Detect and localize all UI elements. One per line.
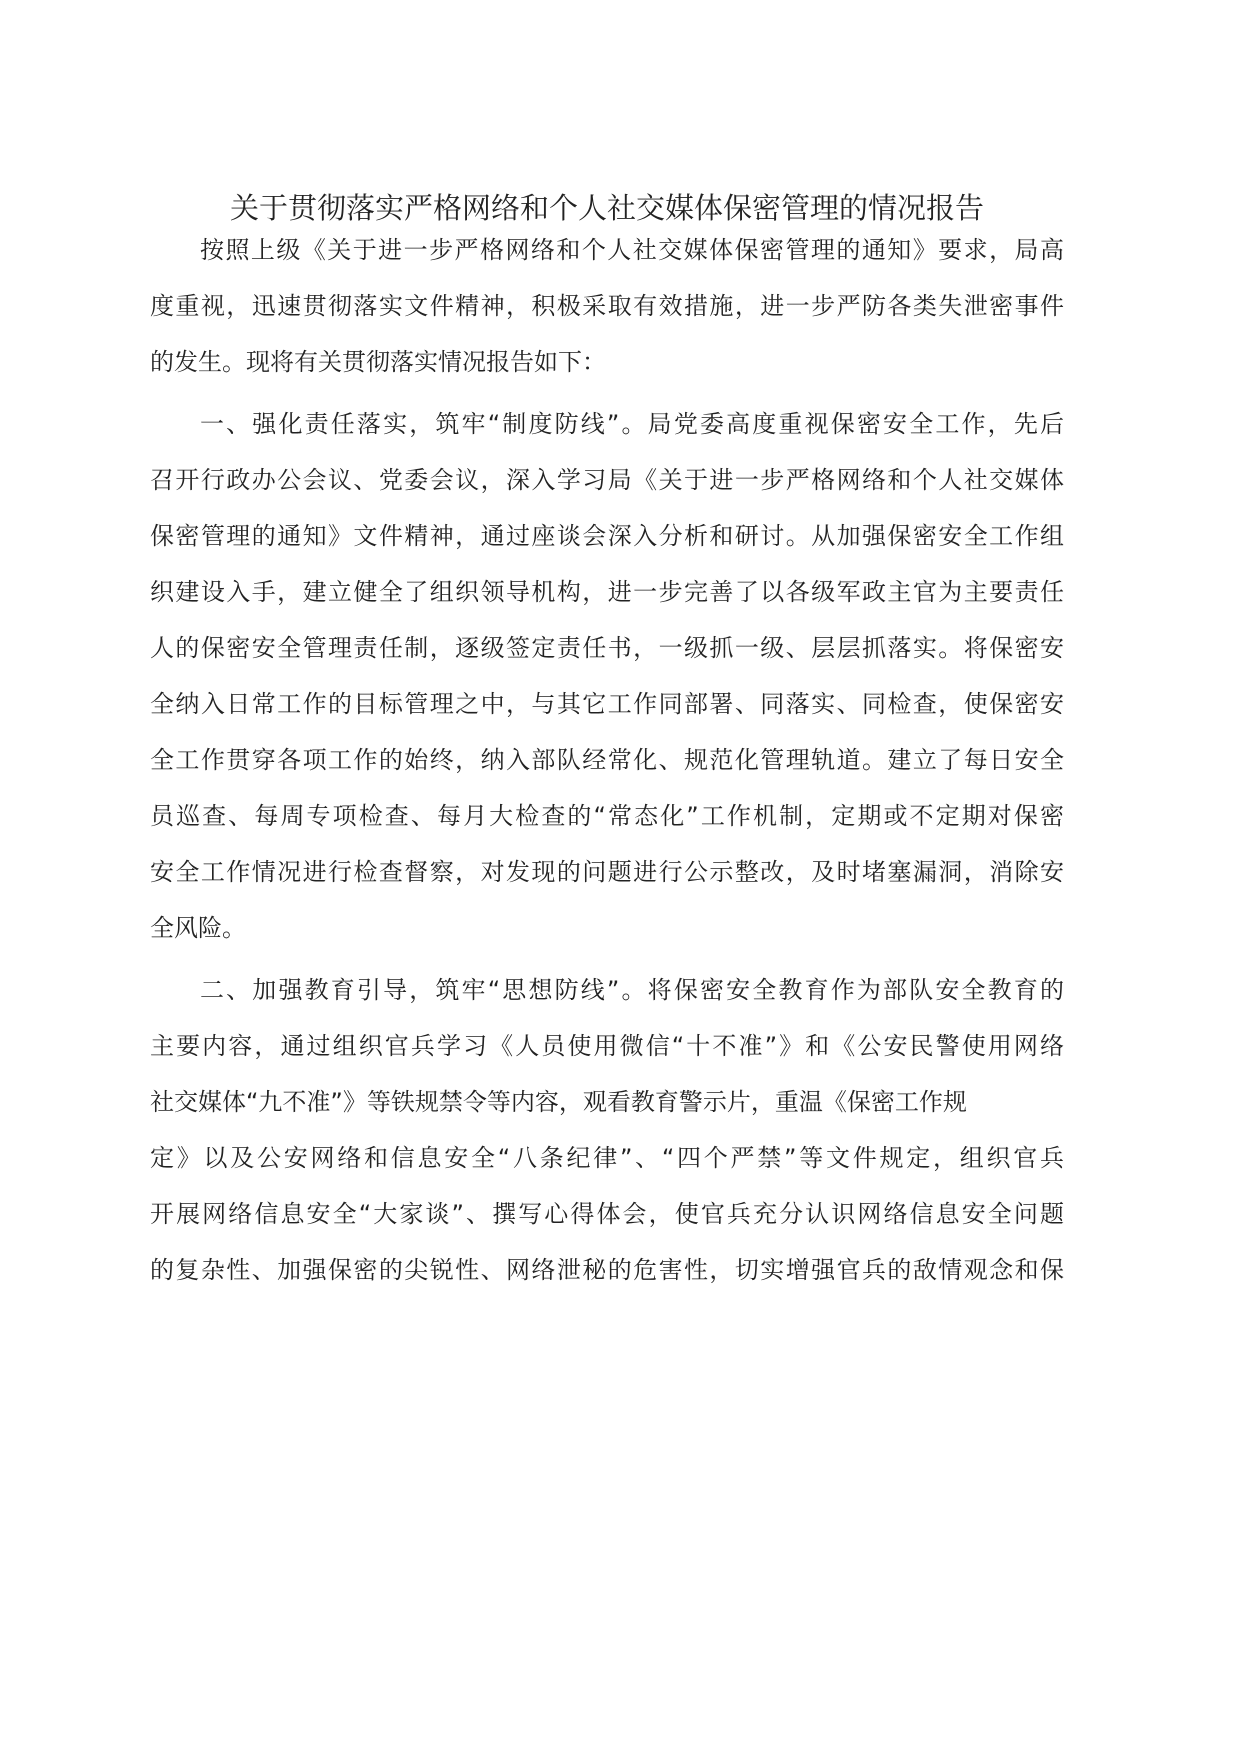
paragraph-2-line-10: 全风险。 xyxy=(150,914,246,942)
paragraph-2-line-8: 员巡查、每周专项检查、每月大检查的“常态化”工作机制，定期或不定期对保密 xyxy=(150,802,1064,830)
paragraph-2-line-3: 保密管理的通知》文件精神，通过座谈会深入分析和研讨。从加强保密安全工作组 xyxy=(150,522,1064,550)
paragraph-3-line-3: 社交媒体“九不准”》等铁规禁令等内容，观看教育警示片，重温《保密工作规 xyxy=(150,1088,967,1116)
paragraph-1-line-1: 按照上级《关于进一步严格网络和个人社交媒体保密管理的通知》要求，局高 xyxy=(200,236,1064,264)
paragraph-3-line-2: 主要内容，通过组织官兵学习《人员使用微信“十不准”》和《公安民警使用网络 xyxy=(150,1032,1064,1060)
paragraph-2-line-6: 全纳入日常工作的目标管理之中，与其它工作同部署、同落实、同检查，使保密安 xyxy=(150,690,1064,718)
paragraph-2-line-9: 安全工作情况进行检查督察，对发现的问题进行公示整改，及时堵塞漏洞，消除安 xyxy=(150,858,1064,886)
paragraph-1-line-3: 的发生。现将有关贯彻落实情况报告如下： xyxy=(150,348,606,376)
document-title: 关于贯彻落实严格网络和个人社交媒体保密管理的情况报告 xyxy=(229,191,984,225)
paragraph-2-line-7: 全工作贯穿各项工作的始终，纳入部队经常化、规范化管理轨道。建立了每日安全 xyxy=(150,746,1064,774)
paragraph-2-line-2: 召开行政办公会议、党委会议，深入学习局《关于进一步严格网络和个人社交媒体 xyxy=(150,466,1064,494)
paragraph-1-line-2: 度重视，迅速贯彻落实文件精神，积极采取有效措施，进一步严防各类失泄密事件 xyxy=(150,292,1064,320)
paragraph-3-line-4: 定》以及公安网络和信息安全“八条纪律”、“四个严禁”等文件规定，组织官兵 xyxy=(150,1144,1064,1172)
paragraph-3-line-6: 的复杂性、加强保密的尖锐性、网络泄秘的危害性，切实增强官兵的敌情观念和保 xyxy=(150,1256,1064,1284)
paragraph-2-line-1: 一、强化责任落实，筑牢“制度防线”。局党委高度重视保密安全工作，先后 xyxy=(200,410,1064,438)
paragraph-2-line-5: 人的保密安全管理责任制，逐级签定责任书，一级抓一级、层层抓落实。将保密安 xyxy=(150,634,1064,662)
paragraph-3-line-5: 开展网络信息安全“大家谈”、撰写心得体会，使官兵充分认识网络信息安全问题 xyxy=(150,1200,1064,1228)
paragraph-3-line-1: 二、加强教育引导，筑牢“思想防线”。将保密安全教育作为部队安全教育的 xyxy=(200,976,1064,1004)
paragraph-2-line-4: 织建设入手，建立健全了组织领导机构，进一步完善了以各级军政主官为主要责任 xyxy=(150,578,1064,606)
